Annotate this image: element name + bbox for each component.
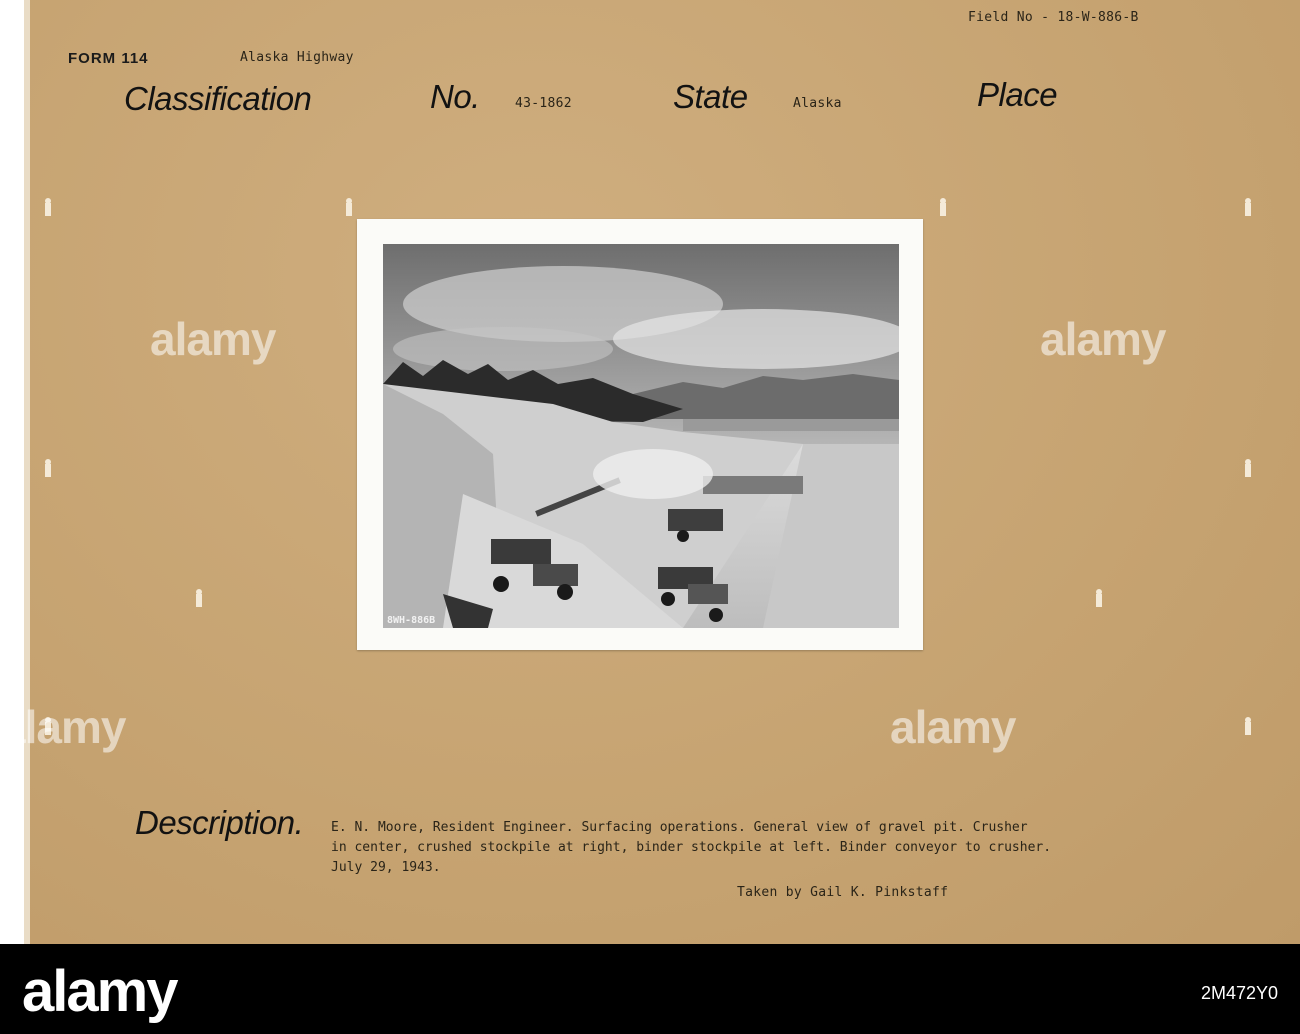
punch-hole-icon (343, 197, 355, 219)
punch-hole-icon (42, 197, 54, 219)
punch-hole-icon (1242, 197, 1254, 219)
state-heading: State (673, 78, 748, 115)
number-heading: No. (430, 78, 480, 115)
punch-hole-icon (42, 458, 54, 480)
image-id: 2M472Y0 (1200, 983, 1278, 1003)
negative-number: 8WH-886B (387, 615, 436, 626)
punch-hole-icon (193, 588, 205, 610)
number-value: 43-1862 (515, 96, 572, 111)
watermark: alamy (1040, 313, 1166, 365)
punch-hole-icon (937, 197, 949, 219)
description-text: E. N. Moore, Resident Engineer. Surfacing operations. General view of gravel pit. Crusher in center, crushed stockpile at right, binder stockpile at left. Binder conveyor to crusher. July 29, 1943. (331, 820, 1052, 875)
place-heading: Place (977, 76, 1058, 113)
watermark: alamy (0, 701, 126, 753)
footer-logo: alamy (22, 959, 177, 1024)
watermark: alamy (890, 701, 1016, 753)
punch-hole-icon (1242, 716, 1254, 738)
form-label: FORM 114 (68, 50, 149, 67)
gravel-pit-photo (383, 244, 899, 628)
field-number: Field No - 18-W-886-B (968, 10, 1139, 25)
state-value: Alaska (793, 96, 842, 111)
footer-bar (0, 944, 1300, 1034)
project-name: Alaska Highway (240, 50, 354, 65)
watermark: alamy (150, 313, 276, 365)
photo-credit: Taken by Gail K. Pinkstaff (737, 885, 949, 900)
punch-hole-icon (1093, 588, 1105, 610)
punch-hole-icon (1242, 458, 1254, 480)
classification-heading: Classification (124, 80, 312, 117)
description-heading: Description. (135, 804, 304, 841)
